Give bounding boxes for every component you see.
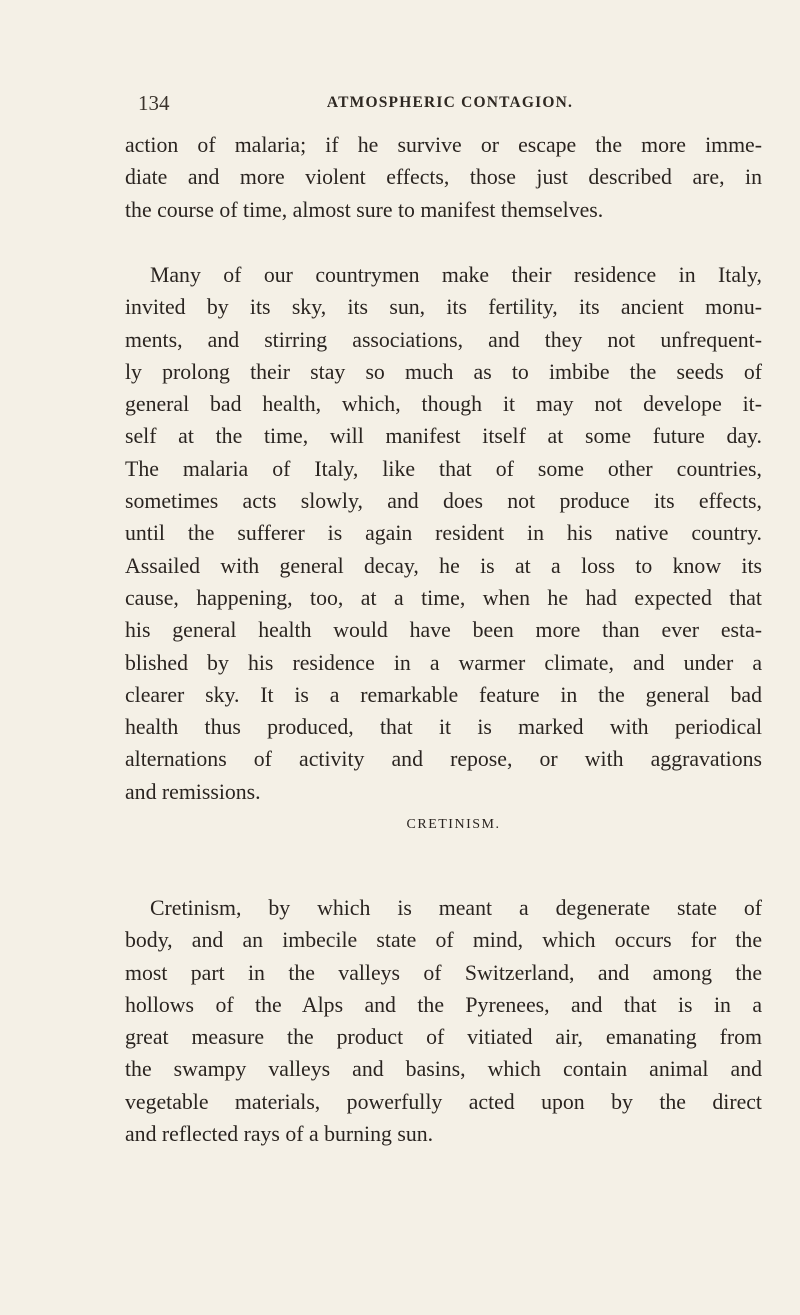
text-line: clearer sky. It is a remarkable feature in the general bad: [125, 682, 762, 707]
page-header: [138, 91, 762, 121]
text-line: most part in the valleys of Switzerland, and among the: [125, 960, 762, 985]
text-line: health thus produced, that it is marked with periodical: [125, 715, 762, 740]
text-line: invited by its sky, its sun, its fertility, its ancient monu-: [125, 295, 762, 320]
text-line: Cretinism, by which is meant a degenerate state of: [150, 896, 762, 920]
text-line: ly prolong their stay so much as to imbibe the seeds of: [125, 359, 762, 384]
text-line: general bad health, which, though it may not develope it-: [125, 392, 762, 417]
text-line: blished by his residence in a warmer climate, and under a: [125, 650, 762, 675]
text-line: The malaria of Italy, like that of some other countries,: [125, 456, 762, 481]
text-line: ments, and stirring associations, and they not unfrequent-: [125, 327, 762, 352]
text-line: Many of our countrymen make their residence in Italy,: [150, 263, 762, 287]
text-line: sometimes acts slowly, and does not produce its effects,: [125, 489, 762, 514]
text-line: action of malaria; if he survive or escape the more imme-: [125, 133, 762, 157]
text-line: until the sufferer is again resident in his native country.: [125, 521, 762, 546]
text-line: hollows of the Alps and the Pyrenees, and that is in a: [125, 992, 762, 1017]
page-number: 134: [138, 91, 170, 115]
text-line: and reflected rays of a burning sun.: [125, 1122, 434, 1147]
paragraph-italy-residence: [125, 259, 762, 808]
paragraph-cretinism: [125, 892, 762, 1150]
text-line: the course of time, almost sure to manifest themselves.: [125, 197, 604, 222]
text-line: the swampy valleys and basins, which contain animal and: [125, 1057, 762, 1082]
section-heading-cretinism: CRETINISM.: [406, 817, 501, 832]
text-line: and remissions.: [125, 779, 261, 804]
text-line: body, and an imbecile state of mind, which occurs for the: [125, 928, 762, 953]
text-line: cause, happening, too, at a time, when he had expected that: [125, 585, 762, 610]
text-line: self at the time, will manifest itself at some future day.: [125, 424, 762, 449]
text-line: his general health would have been more than ever esta-: [125, 618, 762, 643]
text-line: Assailed with general decay, he is at a loss to know its: [125, 553, 762, 578]
text-line: vegetable materials, powerfully acted upon by the direct: [125, 1089, 762, 1114]
text-line: great measure the product of vitiated air, emanating from: [125, 1025, 762, 1050]
paragraph-continuation: [125, 129, 762, 226]
text-line: alternations of activity and repose, or with aggravations: [125, 747, 762, 772]
text-line: diate and more violent effects, those just described are, in: [125, 165, 762, 190]
running-head: ATMOSPHERIC CONTAGION.: [326, 94, 574, 111]
